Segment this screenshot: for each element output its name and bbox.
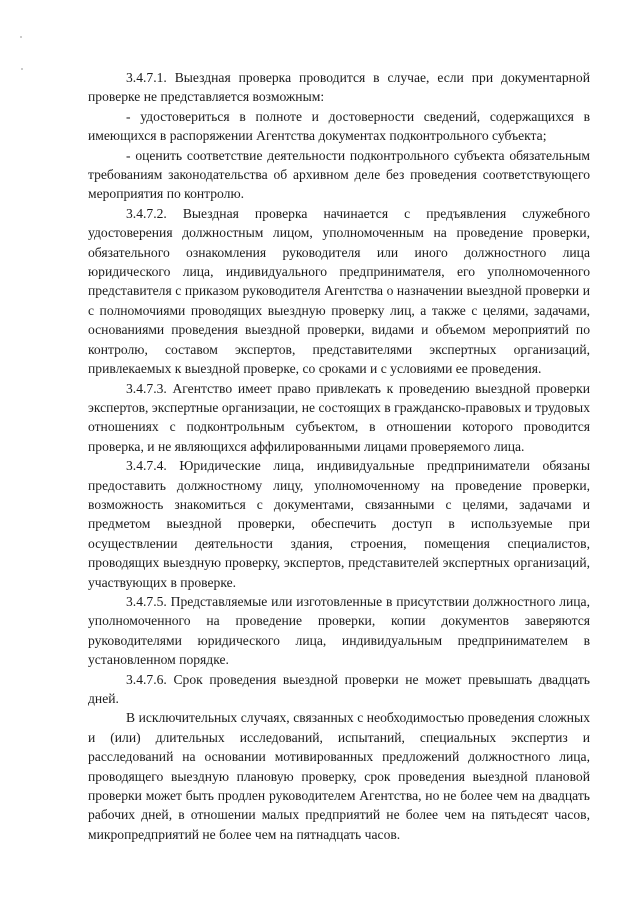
paragraph-3-4-7-2: 3.4.7.2. Выездная проверка начинается с предъявления служебного удостоверения должностным лицом, уполномоченным на проведение проверки, обязательного ознакомления руководителя или иного должностного лица юридического лица, индивидуального предпринимателя, его уполномоченного представителя с приказом руководителя Агентства о назначении выездной проверки и с полномочиями проводящих выездную проверку лиц, а также с целями, задачами, основаниями проведения выездной проверки, видами и объемом мероприятий по контролю, составом экспертов, представителями экспертных организаций, привлекаемых к выездной проверке, со сроками и с условиями ее проведения. [88, 205, 590, 377]
paragraph-exceptional-cases: В исключительных случаях, связанных с необходимостью проведения сложных и (или) длительных исследований, испытаний, специальных экспертиз и расследований на основании мотивированных предложений должностного лица, проводящего выездную плановую проверку, срок проведения выездной плановой проверки может быть продлен руководителем Агентства, но не более чем на двадцать рабочих дней, в отношении малых предприятий не более чем на пятьдесят часов, микропредприятий не более чем на пятнадцать часов. [88, 710, 590, 842]
paragraph-3-4-7-5: 3.4.7.5. Представляемые или изготовленные в присутствии должностного лица, уполномоченного на проведение проверки, копии документов заверяются руководителями юридического лица, индивидуальным предпринимателем в установленном порядке. [88, 593, 590, 668]
paragraph-3-4-7-6: 3.4.7.6. Срок проведения выездной проверки не может превышать двадцать дней. [88, 671, 590, 706]
list-item-verify: - удостовериться в полноте и достоверности сведений, содержащихся в имеющихся в распоряжении Агентства документах подконтрольного субъекта; [88, 108, 590, 144]
paragraph-3-4-7-1: 3.4.7.1. Выездная проверка проводится в случае, если при документарной проверке не представляется возможным: [88, 70, 590, 105]
paragraph-3-4-7-4: 3.4.7.4. Юридические лица, индивидуальные предприниматели обязаны предоставить должностному лицу, уполномоченному на проведение проверки, возможность знакомиться с документами, связанными с целями, задачами и предметом выездной проверки, обеспечить доступ в используемые при осуществлении деятельности здания, строения, помещения специалистов, проводящих выездную проверку, экспертов, представителей экспертных организаций, участвующих в проверке. [88, 458, 590, 590]
scan-speck [20, 36, 22, 38]
document-body [88, 68, 590, 844]
paragraph-3-4-7-3: 3.4.7.3. Агентство имеет право привлекать к проведению выездной проверки экспертов, экспертные организации, не состоящих в гражданско-правовых и трудовых отношениях с подконтрольным субъектом, в отношении которого проводится проверка, и не являющихся аффилированными лицами проверяемого лица. [88, 380, 590, 454]
scan-speck [21, 68, 23, 70]
list-item-assess: - оценить соответствие деятельности подконтрольного субъекта обязательным требованиям законодательства об архивном деле без проведения соответствующего мероприятия по контролю. [88, 147, 590, 202]
